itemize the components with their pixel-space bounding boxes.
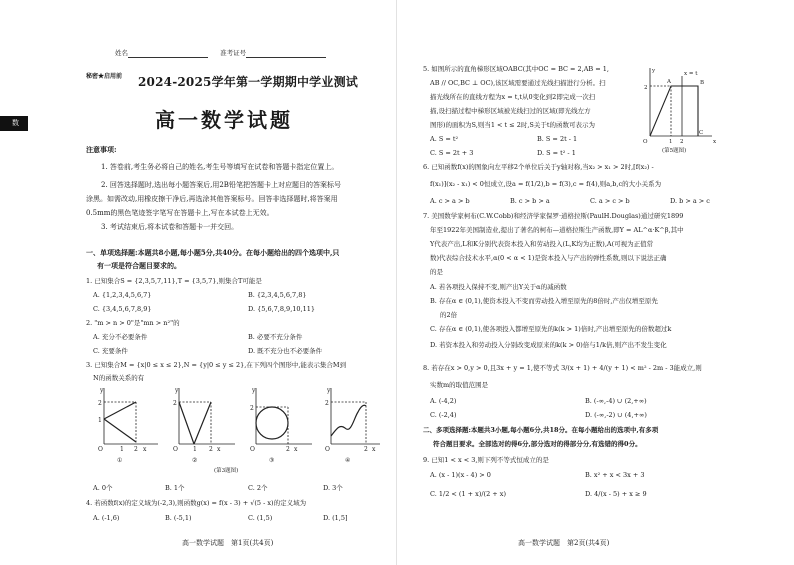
q5-fig-one: 1	[669, 139, 673, 145]
secret-label: 秘密★启用前	[86, 73, 123, 80]
q7-line-3: Y代表产出,L和K分别代表资本投入和劳动投入(L,K均为正数),A(可视为正值常	[430, 240, 654, 248]
q2-option-a: A. 充分不必要条件	[93, 333, 148, 341]
q5-fig-c: C	[699, 130, 704, 136]
q8-line-1: 8. 若存在x > 0,y > 0,且3x + y = 1,使不等式 3/(x + 1) + 4/(y + 1) < m² - 2m - 3能成立,则	[423, 364, 702, 372]
q1-option-d: D. {5,6,7,8,9,10,11}	[248, 305, 315, 313]
q5-fig-b: B	[700, 80, 705, 86]
q5-fig-caption: (第5题图)	[662, 148, 687, 154]
q6-option-c: C. a > c > b	[590, 197, 630, 205]
q4-option-b: B. (-5,1)	[165, 514, 192, 522]
fig2-origin-label: O	[173, 446, 178, 453]
q1-option-a: A. {1,2,3,4,5,6,7}	[93, 291, 152, 299]
q3-figure-2	[179, 388, 235, 444]
name-label: 姓名	[115, 49, 128, 57]
fig3-y-label: y	[252, 387, 256, 394]
fig1-number: ①	[117, 457, 123, 464]
q2-stem: 2. "m > n > 0"是"mn > n²"的	[86, 319, 180, 327]
name-blank	[128, 57, 208, 58]
fig3-x-label: x	[294, 446, 298, 453]
q3-option-b: B. 1个	[165, 484, 185, 492]
q3-option-a: A. 0个	[93, 484, 113, 492]
notice-title: 注意事项:	[86, 145, 117, 154]
q2-option-d: D. 既不充分也不必要条件	[248, 347, 323, 355]
footer-right: 高一数学试题 第2页(共4页)	[518, 539, 610, 547]
fig3-x2-label: 2	[286, 446, 290, 453]
q7-option-b-cont: 的2倍	[440, 311, 458, 319]
q5-line-1: 5. 如图所示的直角梯形区域OABC(其中OC = BC = 2,AB = 1,	[423, 65, 609, 73]
section1-line2: 有一项是符合题目要求的。	[97, 261, 181, 270]
fig1-one-label: 1	[98, 417, 102, 424]
fig2-two-label: 2	[173, 400, 177, 407]
q8-option-a: A. (-4,2)	[430, 397, 457, 405]
notice-line-1: 1. 答卷前,考生务必将自己的姓名,考生号等填写在试卷和答题卡指定位置上。	[101, 163, 339, 171]
fig2-x2-label: 2	[209, 446, 213, 453]
q5-fig-t: 2	[680, 139, 684, 145]
q9-option-b: B. x² + x < 3x + 3	[585, 471, 645, 479]
fig4-y-label: y	[327, 387, 331, 394]
q4-stem: 4. 若函数f(x)的定义域为(-2,3),则函数g(x) = f(x - 3) + √(5 - x)的定义域为	[86, 499, 307, 507]
q7-line-2: 年至1922年美国制造业,提出了著名的柯布—道格拉斯生产函数,即Y = AL^α·K^β,其中	[430, 226, 684, 234]
fig1-origin-label: O	[98, 446, 103, 453]
section2-line2: 符合题目要求。全部选对的得6分,部分选对的得部分分,有选错的得0分。	[433, 440, 642, 448]
q6-line-2: f(x₁)](x₂ - x₁) < 0恒成立,设a = f(1/2),b = f(3),c = f(4),则a,b,c的大小关系为	[430, 180, 662, 188]
q3-figure-1	[104, 388, 158, 444]
q5-option-a: A. S = t²	[430, 135, 459, 143]
q3-option-d: D. 3个	[323, 484, 343, 492]
q3-caption: (第3题图)	[214, 468, 239, 474]
notice-line-2: 2. 回答选择题时,选出每小题答案后,用2B铅笔把答题卡上对应题目的答案标号	[101, 181, 341, 189]
q7-option-a: A. 若各项投入保持不变,则产出Y关于α的减函数	[430, 283, 567, 291]
section2-line1: 二、多项选择题:本题共3小题,每小题6分,共18分。在每小题给出的选项中,有多项	[423, 426, 659, 434]
exam-title: 2024-2025学年第一学期期中学业测试	[138, 75, 358, 89]
q3-figure-4	[331, 388, 380, 444]
q9-option-a: A. (x - 1)(x - 4) > 0	[430, 471, 491, 479]
fig1-x2-label: 2	[134, 446, 138, 453]
q6-option-a: A. c > a > b	[430, 197, 470, 205]
q5-fig-x: x	[713, 139, 717, 145]
q5-option-c: C. S = 2t + 3	[430, 149, 474, 157]
q5-fig-o: O	[643, 139, 648, 145]
q1-option-b: B. {2,3,4,5,6,7,8}	[248, 291, 307, 299]
q8-line-2: 实数m的取值范围是	[430, 381, 489, 389]
q3-stem-2: N的函数关系的有	[93, 374, 145, 382]
fig4-number: ④	[345, 457, 351, 464]
q3-stem-1: 3. 已知集合M = {x|0 ≤ x ≤ 2},N = {y|0 ≤ y ≤ 2},在下列四个图形中,能表示集合M到	[86, 361, 347, 369]
q7-line-5: 的是	[430, 268, 443, 276]
q1-stem: 1. 已知集合S = {2,3,5,7,11},T = {3,5,7},则集合T可能是	[86, 277, 262, 285]
fig4-x-label: x	[372, 446, 376, 453]
q2-option-c: C. 充要条件	[93, 347, 128, 355]
fig4-x2-label: 2	[364, 446, 368, 453]
q6-line-1: 6. 已知函数f(x)的图象向左平移2个单位后关于y轴对称,当x₂ > x₁ > 2时,[f(x₂) -	[423, 163, 654, 171]
fig3-two-label: 2	[250, 405, 254, 412]
notice-line-4: 0.5mm的黑色笔迹签字笔写在答题卡上,写在本试卷上无效。	[86, 209, 274, 217]
q5-line-3: 描光线所在的直线方程为x = t,t从0变化到2即完成一次扫	[430, 93, 596, 101]
q5-line-5: 图形)的面积为S,则当1 < t ≤ 2时,S关于t的函数可表示为	[430, 121, 595, 129]
fig1-x1-label: 1	[120, 446, 124, 453]
subject-title: 高一数学试题	[155, 108, 293, 132]
q5-fig-two: 2	[644, 85, 648, 91]
q4-option-d: D. (1,5]	[323, 514, 348, 522]
q6-option-b: B. c > b > a	[510, 197, 550, 205]
q8-option-d: D. (-∞,-2) ∪ (4,+∞)	[585, 411, 647, 419]
fig2-x-label: x	[217, 446, 221, 453]
fig3-number: ③	[269, 457, 275, 464]
notice-line-3: 涂黑。如需改动,用橡皮擦干净后,再选涂其他答案标号。回答非选择题时,将答案用	[86, 195, 338, 203]
q6-option-d: D. b > a > c	[670, 197, 710, 205]
exam-no-blank	[246, 57, 326, 58]
q7-line-1: 7. 美国数学家柯布(C.W.Cobb)和经济学家保罗·道格拉斯(PaulH.Douglas)通过研究1899	[423, 212, 684, 220]
q1-option-c: C. {3,4,5,6,7,8,9}	[93, 305, 152, 313]
q5-option-d: D. S = t² - 1	[537, 149, 576, 157]
fig4-two-label: 2	[325, 400, 329, 407]
name-field	[115, 49, 326, 58]
q5-line-4: 描,设扫描过程中梯形区域被光线扫过的区域(即光线左方	[430, 107, 591, 115]
q9-option-d: D. 4/(x - 5) + x ≥ 9	[585, 490, 647, 498]
fig1-two-label: 2	[98, 400, 102, 407]
fig4-origin-label: O	[325, 446, 330, 453]
fig1-x-label: x	[143, 446, 147, 453]
q9-stem: 9. 已知1 < x < 3,则下列不等式恒成立的是	[423, 456, 549, 464]
q7-option-b: B. 存在α ∈ (0,1),使资本投入不变而劳动投入增至原先的8倍时,产出仅增至原先	[430, 297, 658, 305]
q2-option-b: B. 必要不充分条件	[248, 333, 303, 341]
q8-option-c: C. (-2,4)	[430, 411, 457, 419]
exam-no-label: 准考证号	[220, 49, 247, 57]
q3-figure-3	[256, 388, 312, 444]
q8-option-b: B. (-∞,-4) ∪ (2,+∞)	[585, 397, 647, 405]
fig2-x1-label: 1	[193, 446, 197, 453]
side-tab: 数	[0, 116, 28, 131]
fig3-origin-label: O	[250, 446, 255, 453]
q5-option-b: B. S = 2t - 1	[537, 135, 578, 143]
q4-option-c: C. (1,5)	[248, 514, 273, 522]
fig1-y-label: y	[100, 387, 104, 394]
q9-option-c: C. 1/2 < (1 + x)/(2 + x)	[430, 490, 507, 498]
fig2-y-label: y	[175, 387, 179, 394]
q3-option-c: C. 2个	[248, 484, 268, 492]
q5-fig-a: A	[667, 79, 671, 85]
q7-line-4: 数)代表综合技术水平,α(0 < α < 1)是资本投入与产出的弹性系数,则以下说法正确	[430, 254, 667, 262]
footer-left: 高一数学试题 第1页(共4页)	[182, 539, 274, 547]
q5-line-2: AB // OC,BC ⊥ OC),该区域需要通过光线扫描进行分析。扫	[430, 79, 606, 87]
q5-fig-y: y	[652, 68, 656, 74]
q7-option-d: D. 若资本投入和劳动投入分别改变成原来的k(k > 0)倍与1/k倍,则产出不发生变化	[430, 341, 667, 349]
q5-figure	[640, 64, 720, 154]
section1-line1: 一、单项选择题:本题共8小题,每小题5分,共40分。在每小题给出的四个选项中,只	[86, 248, 340, 257]
fig2-number: ②	[192, 457, 198, 464]
q3-figures	[90, 384, 380, 464]
notice-line-5: 3. 考试结束后,将本试卷和答题卡一并交回。	[101, 223, 239, 231]
q4-option-a: A. (-1,6)	[93, 514, 120, 522]
q7-option-c: C. 存在α ∈ (0,1),使各项投入都增至原先的k(k > 1)倍时,产出增至原先的倍数超过k	[430, 325, 672, 333]
page-fold	[396, 0, 397, 565]
q5-fig-line: x = t	[684, 71, 698, 77]
